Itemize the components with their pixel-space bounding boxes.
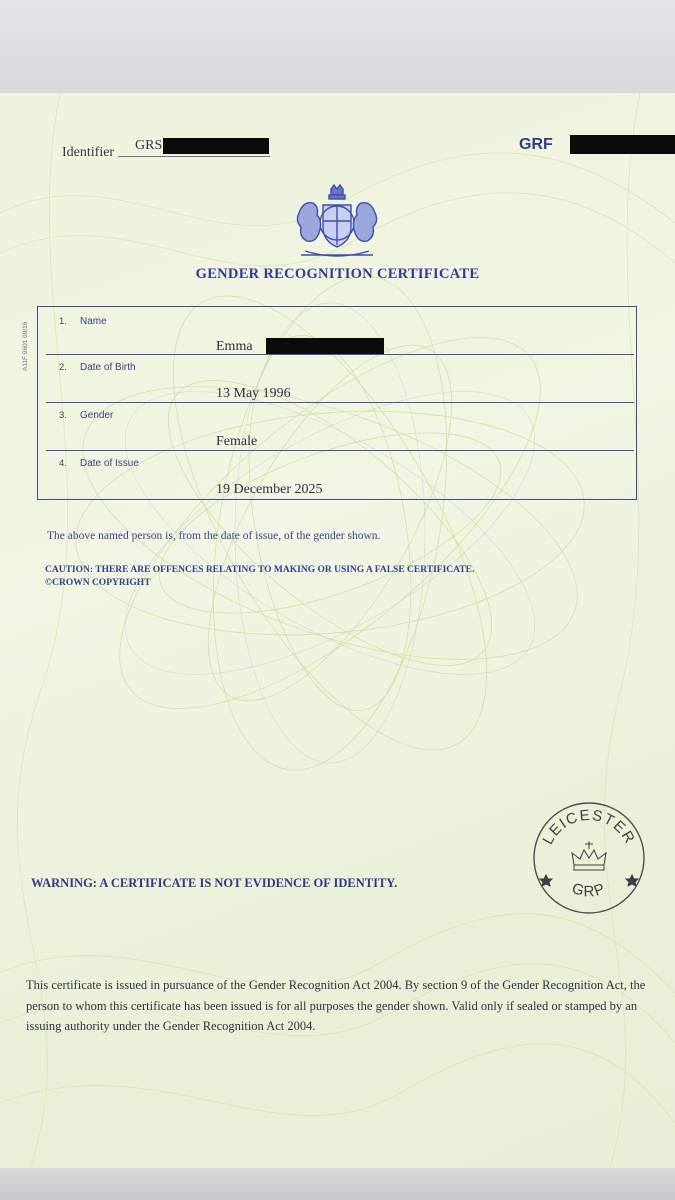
field-value-name: Emma (216, 339, 253, 354)
stamp-top-text: LEICESTER (539, 806, 639, 848)
field-label-gender: Gender (80, 410, 114, 421)
field-row-name (46, 307, 634, 354)
field-row-date-of-birth (46, 354, 634, 403)
field-number: 2. (59, 362, 67, 373)
identifier-value: GRS (135, 138, 163, 153)
field-number: 1. (59, 316, 67, 327)
field-number: 3. (59, 410, 67, 421)
form-code: A11F 9601 09/16 (22, 321, 29, 371)
grf-redaction (570, 135, 675, 154)
identifier-label: Identifier (62, 145, 115, 160)
field-row-date-of-issue (46, 450, 634, 499)
background-surface-top (0, 0, 675, 95)
certificate-title: GENDER RECOGNITION CERTIFICATE (195, 266, 480, 282)
legal-footer: This certificate is issued in pursuance of the Gender Recognition Act 2004. By section 9 of the Gender Recognition Act, the person to whom this certificate has been issued is for all purposes the gender shown. Valid only if sealed or stamped by an issuing authority under the Gender Recognition Act 2004. (26, 978, 646, 1033)
grf-label: GRF (519, 136, 553, 153)
crown-copyright: ©CROWN COPYRIGHT (45, 578, 151, 588)
field-value-gender: Female (216, 434, 258, 449)
stamp-bottom-text: GRP (569, 879, 609, 901)
field-label-name: Name (80, 316, 107, 327)
field-number: 4. (59, 458, 67, 469)
name-redaction (266, 338, 384, 354)
svg-text:GRP (570, 880, 609, 900)
field-value-date-of-issue: 19 December 2025 (216, 482, 323, 497)
royal-coat-of-arms-icon (291, 183, 383, 261)
field-label-date-of-issue: Date of Issue (80, 458, 139, 469)
caution-notice: CAUTION: THERE ARE OFFENCES RELATING TO MAKING OR USING A FALSE CERTIFICATE. (45, 565, 475, 575)
background-surface-bottom (0, 1165, 675, 1200)
field-value-date-of-birth: 13 May 1996 (216, 386, 291, 401)
field-row-gender (46, 402, 634, 451)
leicester-grp-stamp-icon (530, 799, 648, 917)
identifier-redaction (163, 138, 269, 154)
identifier-underline (118, 156, 270, 157)
certificate-paper (0, 93, 675, 1168)
legal-statement: The above named person is, from the date of issue, of the gender shown. (47, 530, 381, 542)
certificate-fields-table (37, 306, 637, 500)
field-label-date-of-birth: Date of Birth (80, 362, 136, 373)
identity-warning: WARNING: A CERTIFICATE IS NOT EVIDENCE OF IDENTITY. (31, 876, 398, 890)
